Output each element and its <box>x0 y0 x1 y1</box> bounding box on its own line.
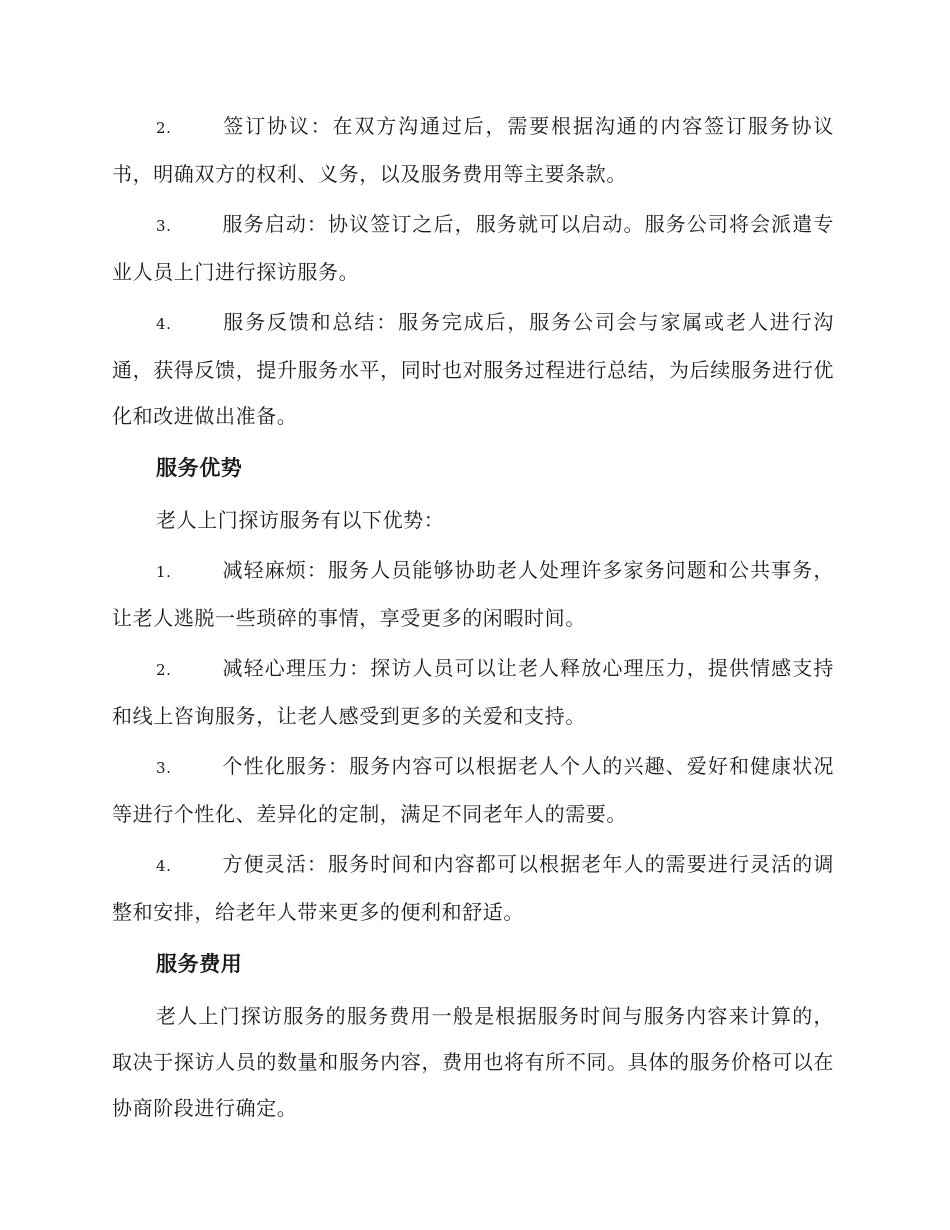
list-number: 3. <box>156 759 172 777</box>
section-heading-fees: 服务费用 <box>156 952 243 976</box>
advantage-item-4 <box>112 841 834 935</box>
list-number: 2. <box>156 119 172 137</box>
fees-body: 老人上门探访服务的服务费用一般是根据服务时间与服务内容来计算的，取决于探访人员的数量和服务内容，费用也将有所不同。具体的服务价格可以在协商阶段进行确定。 <box>112 1004 834 1120</box>
process-item-3 <box>112 201 834 295</box>
advantage-item-1 <box>112 547 834 641</box>
list-number: 2. <box>156 661 172 679</box>
document-content <box>112 103 834 1131</box>
advantage-item-3 <box>112 743 834 837</box>
list-text: 方便灵活：服务时间和内容都可以根据老年人的需要进行灵活的调整和安排，给老年人带来更多的便利和舒适。 <box>112 852 834 924</box>
advantage-item-2 <box>112 645 834 739</box>
list-number: 4. <box>156 315 172 333</box>
process-item-4 <box>112 299 834 439</box>
list-number: 1. <box>156 563 172 581</box>
section-heading-advantages: 服务优势 <box>156 456 243 480</box>
process-item-2 <box>112 103 834 197</box>
advantages-intro: 老人上门探访服务有以下优势： <box>156 508 445 532</box>
list-text: 服务反馈和总结：服务完成后，服务公司会与家属或老人进行沟通，获得反馈，提升服务水平，同时也对服务过程进行总结，为后续服务进行优化和改进做出准备。 <box>112 310 834 428</box>
list-text: 个性化服务：服务内容可以根据老人个人的兴趣、爱好和健康状况等进行个性化、差异化的定制，满足不同老年人的需要。 <box>112 754 834 826</box>
list-number: 4. <box>156 857 172 875</box>
list-text: 签订协议：在双方沟通过后，需要根据沟通的内容签订服务协议书，明确双方的权利、义务，以及服务费用等主要条款。 <box>112 114 834 186</box>
list-text: 服务启动：协议签订之后，服务就可以启动。服务公司将会派遣专业人员上门进行探访服务。 <box>112 212 834 284</box>
list-text: 减轻心理压力：探访人员可以让老人释放心理压力，提供情感支持和线上咨询服务，让老人感受到更多的关爱和支持。 <box>112 656 834 728</box>
list-text: 减轻麻烦：服务人员能够协助老人处理许多家务问题和公共事务，让老人逃脱一些琐碎的事情，享受更多的闲暇时间。 <box>112 558 834 630</box>
list-number: 3. <box>156 217 172 235</box>
